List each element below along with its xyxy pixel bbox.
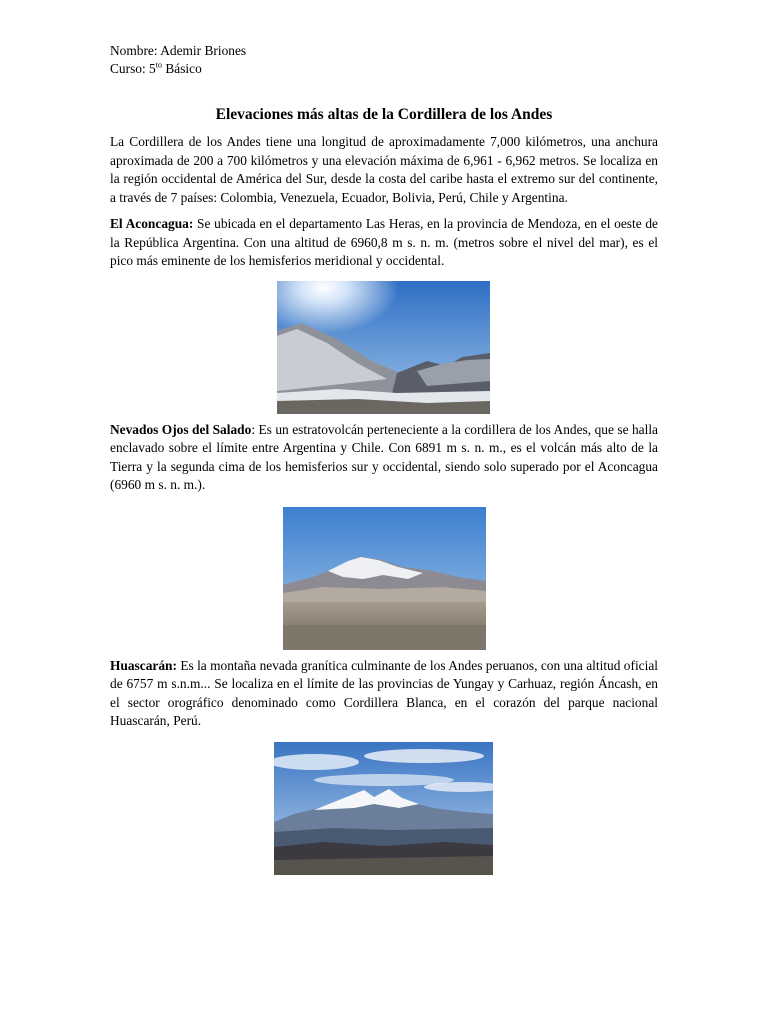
section-text-ojos-del-salado: : Es un estratovolcán perteneciente a la cordillera de los Andes, que se halla enclavado sobre el límite entre Argentina y Chile. Con 6891 m s. n. m., es el volcán más alto de la Tierra y la segunda cima de los hemisferios sur y occidental, siendo solo superado por el Aconcagua (6960 m s. n. m.). <box>110 421 658 492</box>
section-text-aconcagua: Se ubicada en el departamento Las Heras, en la provincia de Mendoza, en el oeste de la República Argentina. Con una altitud de 6960,8 m s. n. m. (metros sobre el nivel del mar), es el pico más eminente de los hemisferios meridional y occidental. <box>110 216 659 268</box>
document-page <box>110 42 658 875</box>
student-course <box>110 60 658 78</box>
section-huascaran <box>110 657 658 731</box>
intro-paragraph: La Cordillera de los Andes tiene una longitud de aproximadamente 7,000 kilómetros, una anchura aproximada de 200 a 700 kilómetros y una elevación máxima de 6,961 - 6,962 metros. Se localiza en la región occidental de América del Sur, desde la costa del caribe hasta el extremo sur del continente, a través de 7 países: Colombia, Venezuela, Ecuador, Bolivia, Perú, Chile y Argentina. <box>110 134 658 205</box>
aconcagua-image <box>277 281 490 414</box>
course-prefix: Curso: 5 <box>110 61 156 76</box>
section-aconcagua <box>110 215 658 271</box>
course-superscript: to <box>155 60 162 70</box>
section-text-huascaran: Es la montaña nevada granítica culminante de los Andes peruanos, con una altitud oficial de 6757 m s.n.m... Se localiza en el límite de las provincias de Yungay y Carhuaz, región Áncash, en el sector orográfico denominado como Cordillera Blanca, en el corazón del parque nacional Huascarán, Perú. <box>110 657 658 728</box>
ojos-del-salado-photo <box>283 507 486 650</box>
section-heading-huascaran: Huascarán: <box>110 657 177 673</box>
section-heading-aconcagua: El Aconcagua: <box>110 216 194 231</box>
section-ojos-del-salado <box>110 421 658 495</box>
document-title: Elevaciones más altas de la Cordillera de los Andes <box>215 106 553 123</box>
huascaran-photo <box>274 742 493 875</box>
section-heading-ojos-del-salado: Nevados Ojos del Salado <box>110 421 252 437</box>
student-name: Nombre: Ademir Briones <box>110 43 247 58</box>
ojos-del-salado-image <box>283 507 486 650</box>
huascaran-image <box>274 742 493 875</box>
course-suffix: Básico <box>162 61 202 76</box>
aconcagua-photo <box>277 281 490 414</box>
